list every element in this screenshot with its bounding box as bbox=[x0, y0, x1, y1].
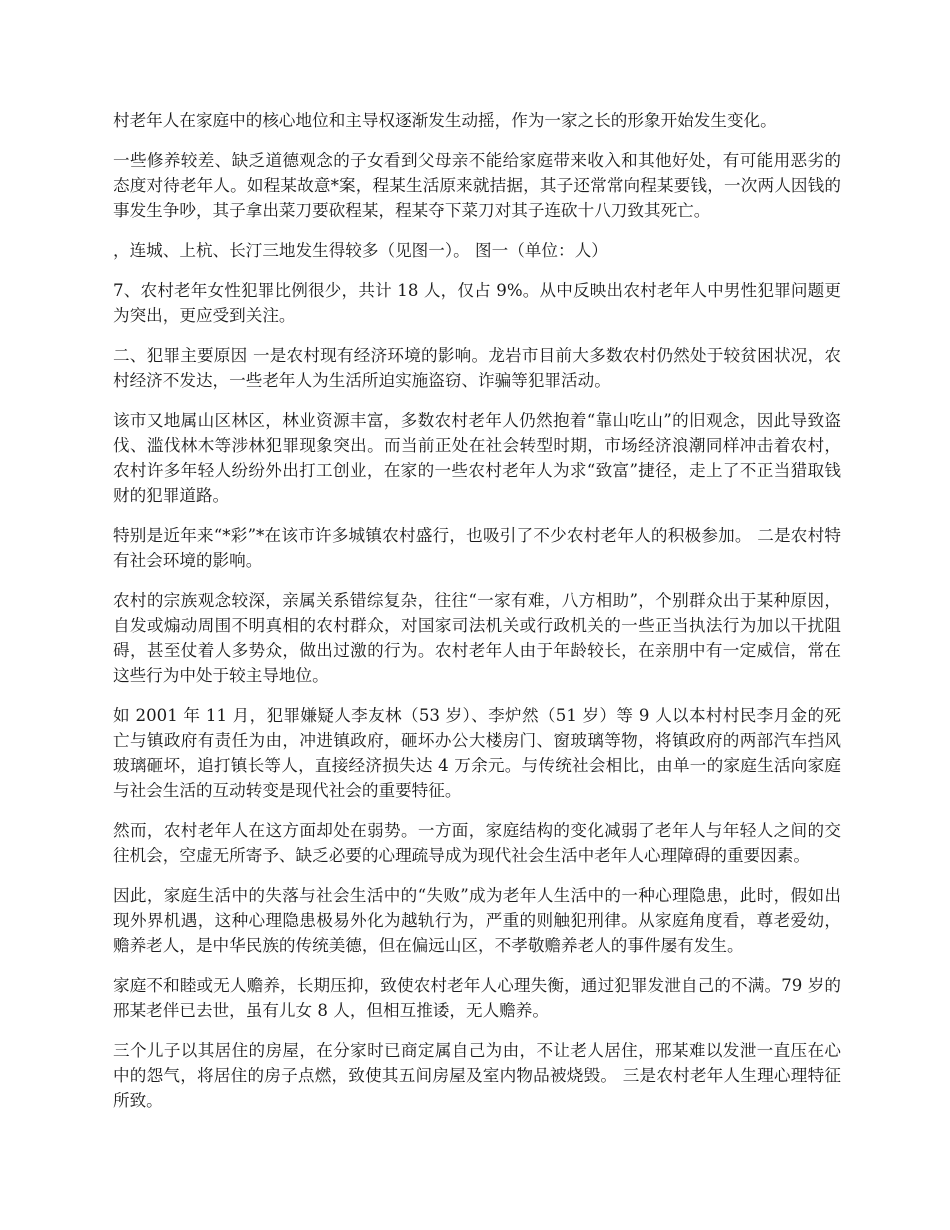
paragraph-9: 如 2001 年 11 月，犯罪嫌疑人李友林（53 岁）、李炉然（51 岁）等 9 人以本村村民李月金的死亡与镇政府有责任为由，冲进镇政府，砸坏办公大楼房门、窗玻璃等物，将镇政府的两部汽车挡风玻璃砸坏，追打镇长等人，直接经济损失达 4 万余元。与传统社会相比，由单一的家庭生活向家庭与社会生活的互动转变是现代社会的重要特征。 bbox=[113, 706, 841, 800]
paragraph-10: 然而，农村老年人在这方面却处在弱势。一方面，家庭结构的变化减弱了老年人与年轻人之间的交往机会，空虚无所寄予、缺乏必要的心理疏导成为现代社会生活中老年人心理障碍的重要因素。 bbox=[113, 821, 841, 865]
paragraph-12: 家庭不和睦或无人赡养，长期压抑，致使农村老年人心理失衡，通过犯罪发泄自己的不满。79 岁的邢某老伴已去世，虽有儿女 8 人，但相互推诿，无人赡养。 bbox=[113, 976, 841, 1020]
paragraph-5: 二、犯罪主要原因 一是农村现有经济环境的影响。龙岩市目前大多数农村仍然处于较贫困状况，农村经济不发达，一些老年人为生活所迫实施盗窃、诈骗等犯罪活动。 bbox=[113, 346, 841, 390]
paragraph-1: 村老年人在家庭中的核心地位和主导权逐渐发生动摇，作为一家之长的形象开始发生变化。 bbox=[113, 111, 777, 130]
paragraph-3: ，连城、上杭、长汀三地发生得较多（见图一）。 图一（单位：人） bbox=[113, 241, 608, 260]
paragraph-4: 7、农村老年女性犯罪比例很少，共计 18 人，仅占 9%。从中反映出农村老年人中男性犯罪问题更为突出，更应受到关注。 bbox=[113, 281, 841, 325]
document-page bbox=[113, 108, 841, 1128]
paragraph-11: 因此，家庭生活中的失落与社会生活中的“失败”成为老年人生活中的一种心理隐患，此时，假如出现外界机遇，这种心理隐患极易外化为越轨行为，严重的则触犯刑律。从家庭角度看，尊老爱幼，赡养老人，是中华民族的传统美德，但在偏远山区，不孝敬赡养老人的事件屡有发生。 bbox=[113, 886, 841, 955]
paragraph-6: 该市又地属山区林区，林业资源丰富，多数农村老年人仍然抱着“靠山吃山”的旧观念，因此导致盗伐、滥伐林木等涉林犯罪现象突出。而当前正处在社会转型时期，市场经济浪潮同样冲击着农村，农村许多年轻人纷纷外出打工创业，在家的一些农村老年人为求“致富”捷径，走上了不正当猎取钱财的犯罪道路。 bbox=[113, 411, 841, 505]
paragraph-2: 一些修养较差、缺乏道德观念的子女看到父母亲不能给家庭带来收入和其他好处，有可能用恶劣的态度对待老年人。如程某故意*案，程某生活原来就拮据，其子还常常向程某要钱，一次两人因钱的事发生争吵，其子拿出菜刀要砍程某，程某夺下菜刀对其子连砍十八刀致其死亡。 bbox=[113, 151, 841, 220]
paragraph-8: 农村的宗族观念较深，亲属关系错综复杂，往往“一家有难，八方相助”，个别群众出于某种原因，自发或煽动周围不明真相的农村群众，对国家司法机关或行政机关的一些正当执法行为加以干扰阻碍，甚至仗着人多势众，做出过激的行为。农村老年人由于年龄较长，在亲朋中有一定威信，常在这些行为中处于较主导地位。 bbox=[113, 591, 841, 685]
paragraph-13: 三个儿子以其居住的房屋，在分家时已商定属自己为由，不让老人居住，邢某难以发泄一直压在心中的怨气，将居住的房子点燃，致使其五间房屋及室内物品被烧毁。 三是农村老年人生理心理特征所致。 bbox=[113, 1041, 841, 1110]
paragraph-7: 特别是近年来“*彩”*在该市许多城镇农村盛行，也吸引了不少农村老年人的积极参加。 二是农村特有社会环境的影响。 bbox=[113, 526, 841, 570]
